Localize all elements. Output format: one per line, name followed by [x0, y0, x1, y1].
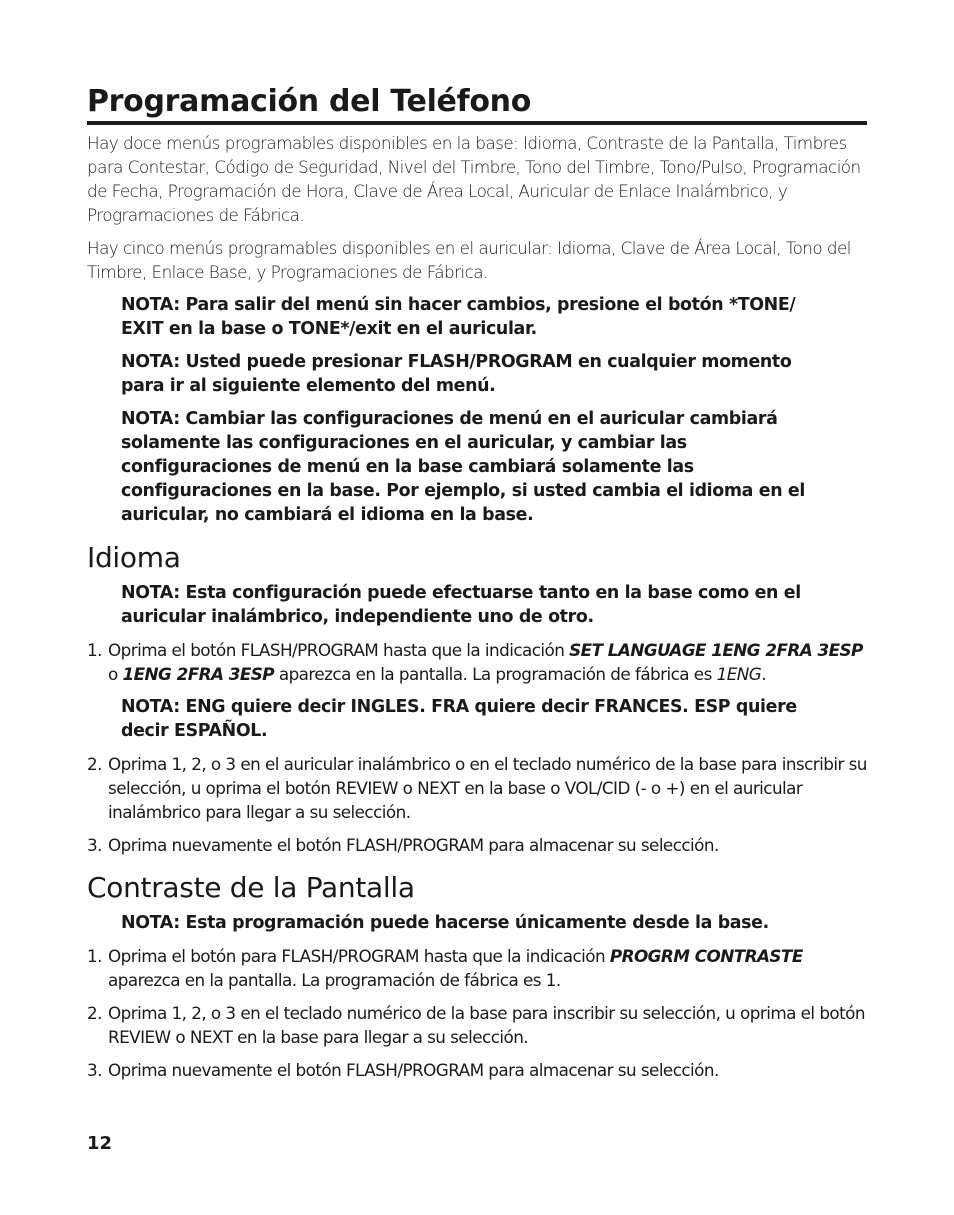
list-item	[87, 944, 867, 992]
note-settings-scope: NOTA: Cambiar las configuraciones de menú en el auricular cambiará solamente las configuraciones en el auricular, y cambiar las configuraciones de menú en la base cambiará solamente las configuraciones en la base. Por ejemplo, si usted cambia el idioma en el auricular, no cambiará el idioma en la base.	[121, 409, 805, 525]
step-text: o	[108, 664, 123, 684]
note-idioma: NOTA: Esta configuración puede efectuarse tanto en la base como en el auricular inalámbrico, independiente uno de otro.	[121, 583, 801, 627]
page-title: Programación del Teléfono	[87, 84, 867, 125]
display-indication: 1ENG 2FRA 3ESP	[122, 664, 275, 684]
list-item	[87, 1058, 867, 1082]
page-number: 12	[87, 1133, 113, 1154]
step-number: 3.	[87, 1060, 102, 1080]
intro-paragraph-handset: Hay cinco menús programables disponibles en el auricular: Idioma, Clave de Área Local, Tono del Timbre, Enlace Base, y Programaciones de Fábrica.	[87, 238, 851, 282]
note-contraste: NOTA: Esta programación puede hacerse únicamente desde la base.	[121, 913, 769, 933]
section-contraste	[87, 871, 867, 1082]
note-exit-menu: NOTA: Para salir del menú sin hacer cambios, presione el botón *TONE/ EXIT en la base o TONE*/exit en el auricular.	[121, 295, 796, 339]
step-number: 2.	[87, 754, 102, 774]
step-text: .	[761, 664, 767, 684]
note-flash-program: NOTA: Usted puede presionar FLASH/PROGRAM en cualquier momento para ir al siguiente elemento del menú.	[121, 352, 792, 396]
display-indication: SET LANGUAGE 1ENG 2FRA 3ESP	[569, 640, 863, 660]
section-heading-idioma: Idioma	[87, 541, 181, 574]
step-number: 3.	[87, 835, 102, 855]
section-idioma	[87, 541, 867, 857]
step-text: Oprima 1, 2, o 3 en el auricular inalámbrico o en el teclado numérico de la base para inscribir su selección, u oprima el botón REVIEW o NEXT en la base o VOL/CID (- o +) en el auricular inalámbrico para llegar a su selección.	[108, 754, 867, 822]
step-text: aparezca en la pantalla. La programación de fábrica es	[274, 664, 717, 684]
step-text: Oprima nuevamente el botón FLASH/PROGRAM para almacenar su selección.	[108, 1060, 719, 1080]
intro-paragraph-base: Hay doce menús programables disponibles en la base: Idioma, Contraste de la Pantalla, Timbres para Contestar, Código de Seguridad, Nivel del Timbre, Tono del Timbre, Tono/Pulso, Programación de Fecha, Programación de Hora, Clave de Área Local, Auricular de Enlace Inalámbrico, y Programaciones de Fábrica.	[87, 133, 861, 225]
section-heading-contraste: Contraste de la Pantalla	[87, 871, 415, 904]
list-item	[87, 638, 867, 686]
step-text: aparezca en la pantalla. La programación de fábrica es 1.	[108, 970, 561, 990]
step-number: 2.	[87, 1003, 102, 1023]
step-number: 1.	[87, 640, 102, 660]
note-language-codes: NOTA: ENG quiere decir INGLES. FRA quiere decir FRANCES. ESP quiere decir ESPAÑOL.	[121, 697, 797, 741]
idioma-steps	[87, 638, 867, 686]
step-number: 1.	[87, 946, 102, 966]
factory-default: 1ENG	[716, 664, 762, 684]
page-content	[87, 84, 867, 1082]
step-text: Oprima 1, 2, o 3 en el teclado numérico de la base para inscribir su selección, u oprima el botón REVIEW o NEXT en la base para llegar a su selección.	[108, 1003, 865, 1047]
list-item	[87, 1001, 867, 1049]
step-text: Oprima el botón para FLASH/PROGRAM hasta que la indicación	[108, 946, 610, 966]
display-indication: PROGRM CONTRASTE	[609, 946, 803, 966]
contraste-steps	[87, 944, 867, 1082]
idioma-steps-continued	[87, 752, 867, 857]
step-text: Oprima nuevamente el botón FLASH/PROGRAM para almacenar su selección.	[108, 835, 719, 855]
step-text: Oprima el botón FLASH/PROGRAM hasta que la indicación	[108, 640, 570, 660]
list-item	[87, 752, 867, 824]
list-item	[87, 833, 867, 857]
